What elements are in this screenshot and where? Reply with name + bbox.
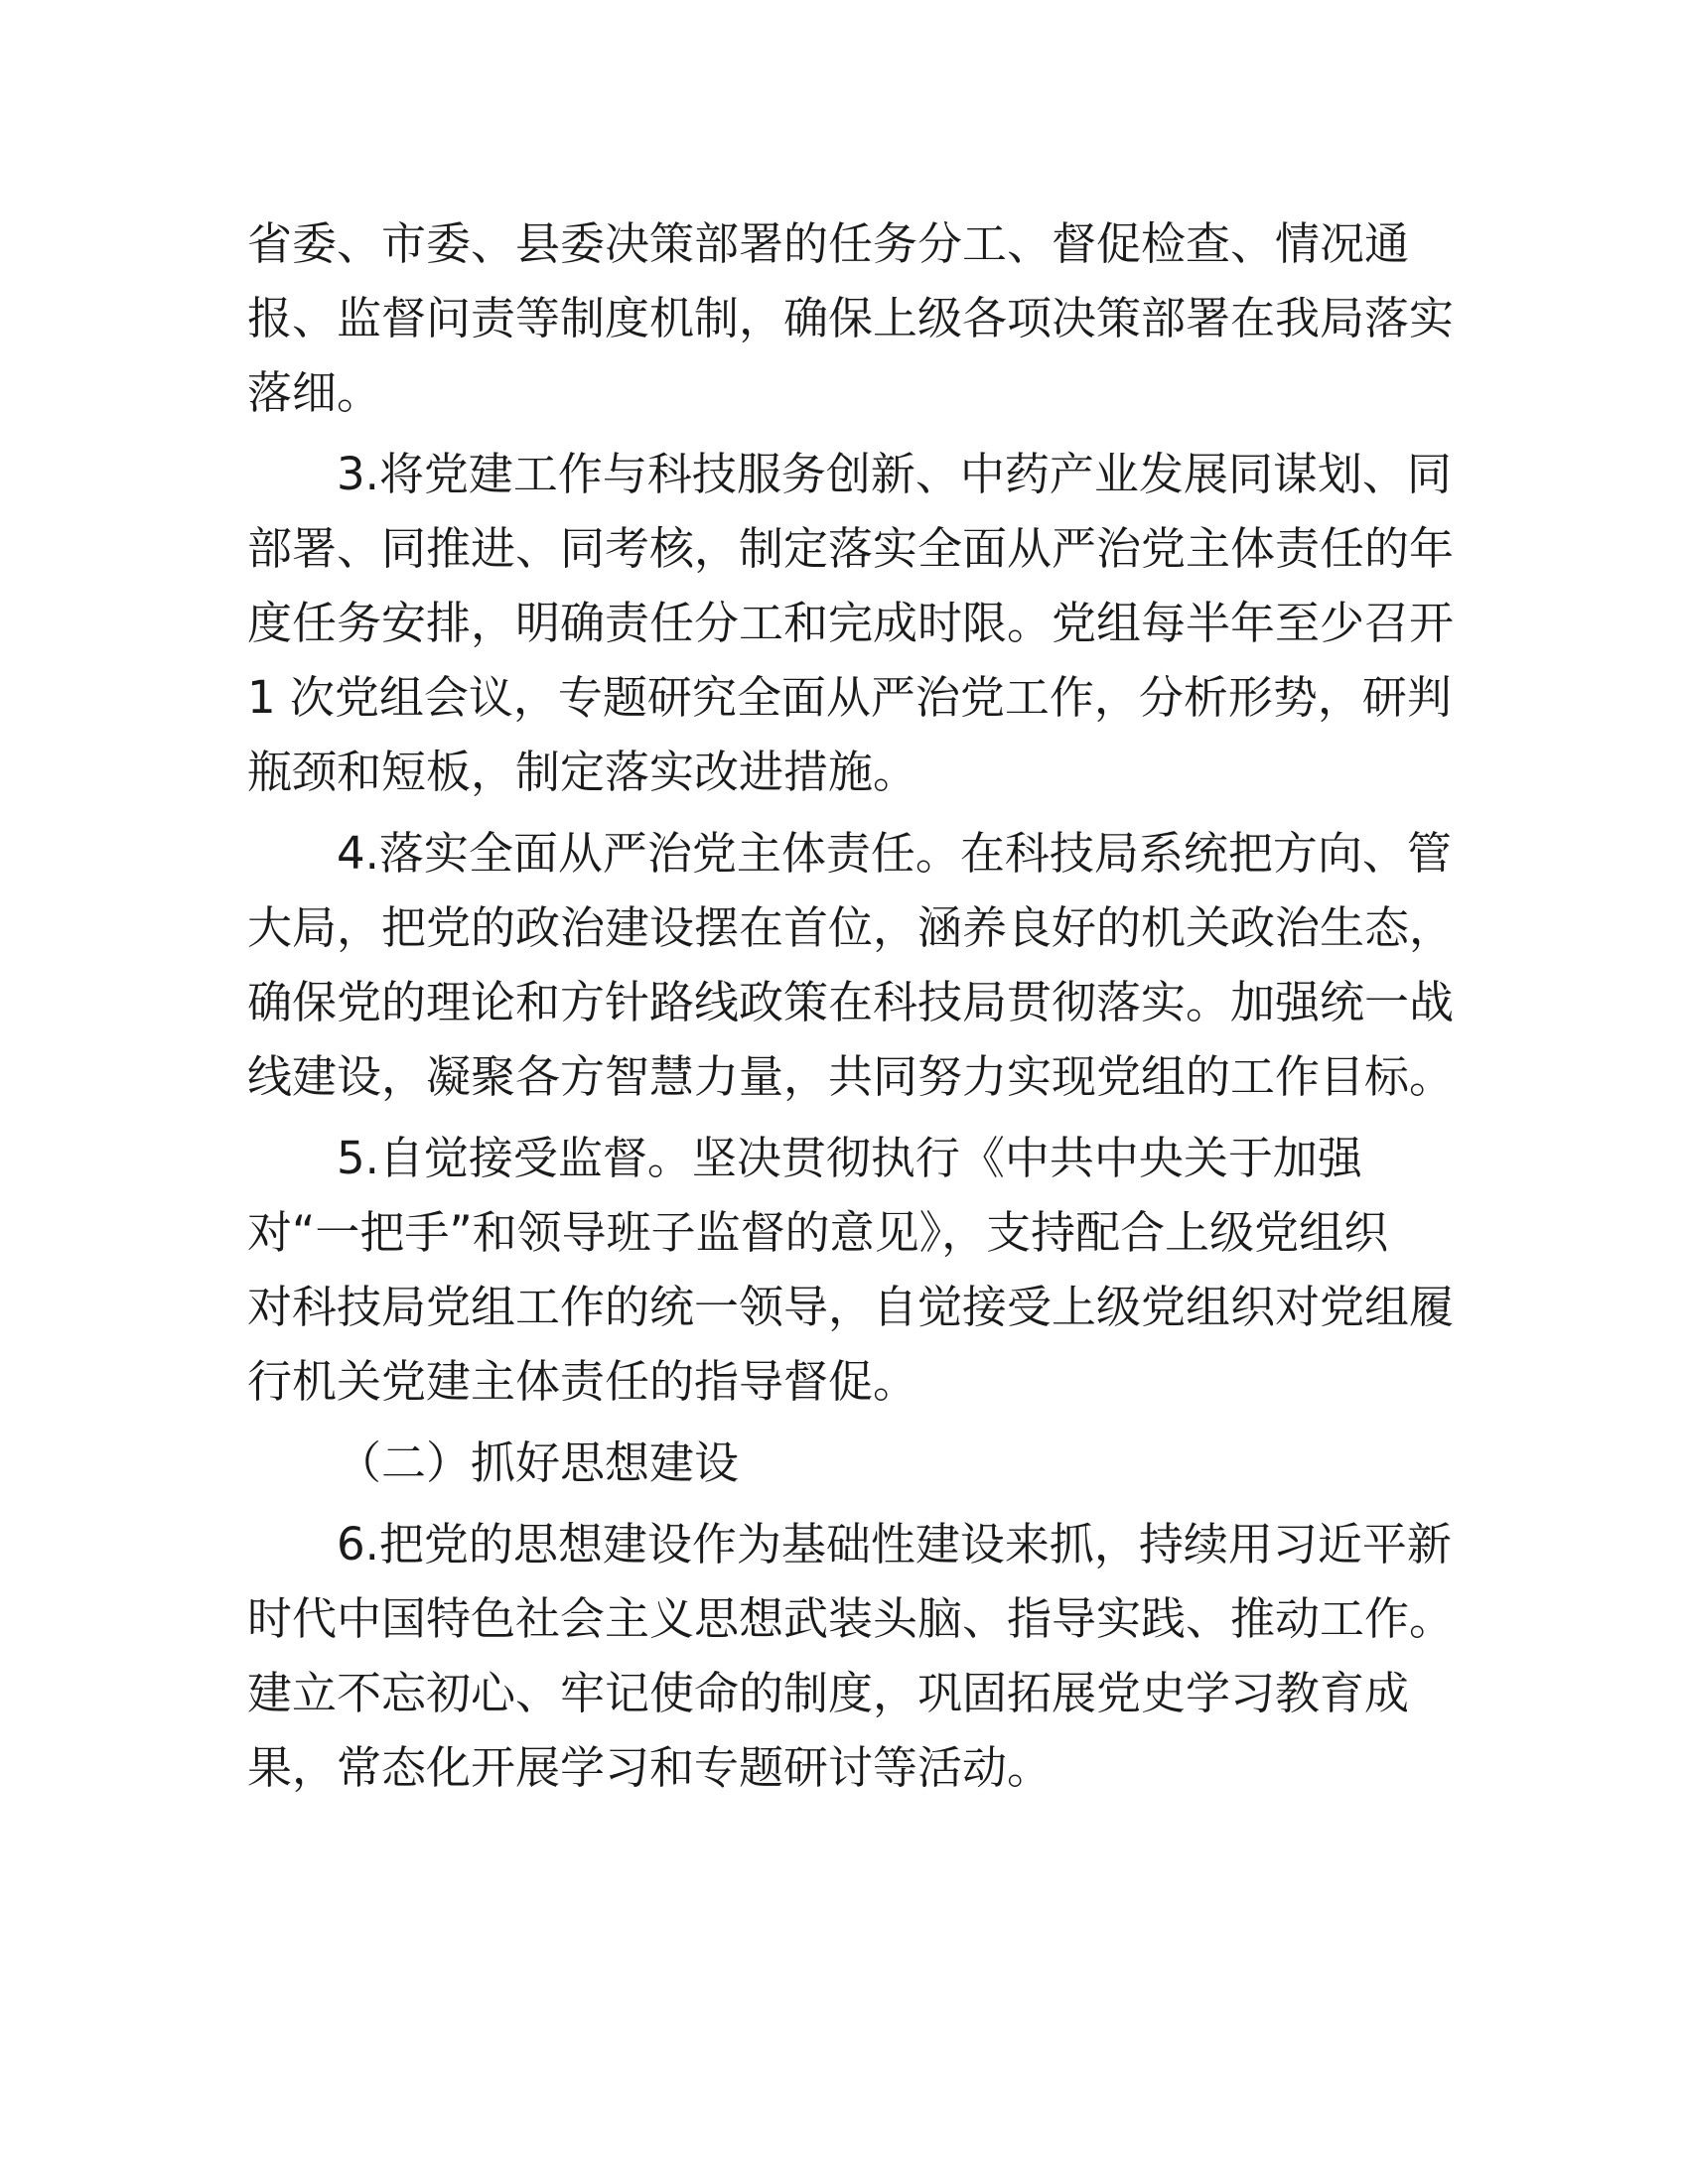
- paragraph-item-4: [247, 816, 1455, 1114]
- text-line: 瓶颈和短板，制定落实改进措施。: [247, 746, 918, 798]
- text-line: 建立不忘初心、牢记使命的制度，巩固拓展党史学习教育成: [247, 1667, 1410, 1719]
- text-line: 度任务安排，明确责任分工和完成时限。党组每半年至少召开: [247, 597, 1455, 649]
- text-line: 3.将党建工作与科技服务创新、中药产业发展同谋划、同: [337, 448, 1452, 500]
- document-page: [247, 206, 1455, 1805]
- text-line: 行机关党建主体责任的指导督促。: [247, 1355, 918, 1408]
- paragraph-item-5: [247, 1121, 1455, 1419]
- text-line: 5.自觉接受监督。坚决贯彻执行《中共中央关于加强: [337, 1132, 1362, 1184]
- paragraph-item-3: [247, 437, 1455, 809]
- paragraph-continuation: [247, 206, 1455, 430]
- text-line: 4.落实全面从严治党主体责任。在科技局系统把方向、管: [337, 827, 1452, 880]
- text-line: 果，常态化开展学习和专题研讨等活动。: [247, 1741, 1053, 1794]
- text-line: 时代中国特色社会主义思想武装头脑、指导实践、推动工作。: [247, 1592, 1455, 1645]
- text-line: 1 次党组会议，专题研究全面从严治党工作，分析形势，研判: [247, 671, 1452, 724]
- text-line: 对“一把手”和领导班子监督的意见》，支持配合上级党组织: [247, 1206, 1389, 1259]
- text-line: 大局，把党的政治建设摆在首位，涵养良好的机关政治生态，: [247, 901, 1455, 954]
- text-line: 确保党的理论和方针路线政策在科技局贯彻落实。加强统一战: [247, 976, 1455, 1028]
- section-heading: [247, 1426, 1434, 1500]
- text-line: 对科技局党组工作的统一领导，自觉接受上级党组织对党组履: [247, 1281, 1455, 1333]
- text-line: 省委、市委、县委决策部署的任务分工、督促检查、情况通: [247, 217, 1410, 270]
- text-line: 线建设，凝聚各方智慧力量，共同努力实现党组的工作目标。: [247, 1050, 1455, 1103]
- text-line: 落细。: [247, 366, 382, 419]
- heading-text: （二）抓好思想建设: [337, 1436, 740, 1489]
- text-line: 报、监督问责等制度机制，确保上级各项决策部署在我局落实: [247, 292, 1455, 344]
- text-line: 6.把党的思想建设作为基础性建设来抓，持续用习近平新: [337, 1518, 1452, 1570]
- text-line: 部署、同推进、同考核，制定落实全面从严治党主体责任的年: [247, 522, 1455, 575]
- paragraph-item-6: [247, 1507, 1455, 1805]
